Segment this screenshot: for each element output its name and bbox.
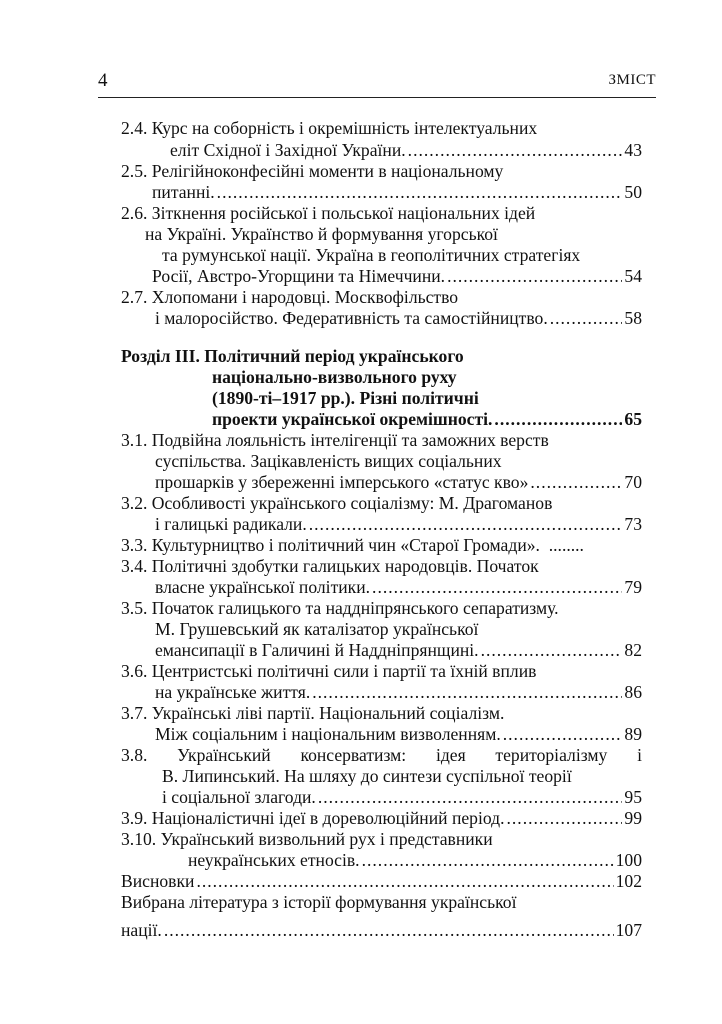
toc-entry-2-5-lastline bbox=[152, 182, 642, 202]
toc-entry-3-5-line: 3.5. Початок галицького та наддніпрянського сепаратизму. bbox=[121, 598, 559, 618]
toc-page-number: 54 bbox=[624, 266, 642, 286]
toc-entry-text: Між соціальним і національним визволенням. bbox=[155, 724, 501, 744]
toc-entry-3-5-line: М. Грушевський як каталізатор української bbox=[155, 619, 479, 639]
toc-part-3-heading: національно-визвольного руху bbox=[212, 367, 457, 387]
toc-entry-3-10-line: 3.10. Український визвольний рух і представники bbox=[121, 829, 493, 849]
toc-part-3-heading: (1890-ті–1917 рр.). Різні політичні bbox=[212, 388, 479, 408]
toc-page-number: 100 bbox=[615, 850, 642, 870]
toc-entry-text: на українське життя. bbox=[155, 682, 311, 702]
toc-page-number: 58 bbox=[624, 308, 642, 328]
toc-entry-3-1-line: 3.1. Подвійна лояльність інтелігенції та заможних верств bbox=[121, 430, 549, 450]
toc-part-3-heading: Розділ III. Політичний період українського bbox=[121, 346, 464, 366]
dot-leader bbox=[408, 140, 623, 160]
toc-word: і bbox=[637, 745, 642, 765]
dot-leader bbox=[362, 850, 614, 870]
toc-entry-3-3-line bbox=[121, 535, 584, 555]
toc-entry-3-7-lastline bbox=[155, 724, 642, 744]
toc-entry-text: 3.9. Націоналістичні ідеї в дореволюційний період. bbox=[121, 808, 505, 828]
running-title: ЗМІСТ bbox=[608, 72, 656, 88]
toc-entry-3-4-line: 3.4. Політичні здобутки галицьких народовців. Початок bbox=[121, 556, 539, 576]
toc-entry-text: емансипації в Галичині й Наддніпрянщині. bbox=[155, 640, 479, 660]
toc-entry-conclusions bbox=[121, 871, 642, 891]
toc-page-number: 79 bbox=[624, 577, 642, 597]
toc-entry-text: і соціальної злагоди. bbox=[162, 787, 316, 807]
toc-entry-text: власне української політики. bbox=[155, 577, 371, 597]
toc-entry-3-1-lastline bbox=[155, 472, 642, 492]
toc-word: територіалізму bbox=[495, 745, 608, 765]
dot-leader bbox=[309, 514, 623, 534]
toc-page-number: 73 bbox=[624, 514, 642, 534]
toc-page-number: 89 bbox=[624, 724, 642, 744]
toc-page-number: 107 bbox=[615, 920, 642, 940]
toc-entry-text: і малоросійство. Федеративність та самостійництво. bbox=[155, 308, 548, 328]
dot-leader bbox=[312, 682, 622, 702]
toc-page-number: 65 bbox=[624, 409, 642, 429]
toc-entry-2-4-line: 2.4. Курс на соборність і окремішність інтелектуальних bbox=[121, 118, 538, 138]
toc-entry-3-6-lastline bbox=[155, 682, 642, 702]
toc-entry-text: Росії, Австро-Угорщини та Німеччини. bbox=[152, 266, 446, 286]
toc-entry-text: неукраїнських етносів. bbox=[188, 850, 360, 870]
toc-entry-3-2-lastline bbox=[155, 514, 642, 534]
dot-leader bbox=[503, 724, 623, 744]
dot-leader bbox=[530, 472, 622, 492]
toc-entry-text: і галицькі радикали. bbox=[155, 514, 307, 534]
toc-entry-text: прошарків у збереженні імперського «статус кво» bbox=[155, 472, 529, 492]
page-number: 4 bbox=[98, 70, 108, 91]
toc-entry-3-8-lastline bbox=[162, 787, 642, 807]
toc-entry-3-10-lastline bbox=[188, 850, 642, 870]
toc-entry-3-8-line bbox=[121, 745, 642, 765]
toc-entry-2-6-line: на Україні. Українство й формування угорської bbox=[145, 224, 498, 244]
dot-leader bbox=[550, 308, 623, 328]
toc-entry-text: нації. bbox=[121, 920, 162, 940]
dot-leader bbox=[196, 871, 613, 891]
toc-page-number: 102 bbox=[615, 871, 642, 891]
toc-page-number: 82 bbox=[624, 640, 642, 660]
toc-entry-text: 3.3. Культурництво і політичний чин «Старої Громади». bbox=[121, 535, 540, 555]
dot-leader bbox=[494, 409, 622, 429]
toc-entry-text: проекти української окремішності. bbox=[212, 409, 493, 429]
toc-page-number: 86 bbox=[624, 682, 642, 702]
toc-word: 3.8. bbox=[121, 745, 148, 765]
toc-entry-2-4-lastline bbox=[170, 140, 642, 160]
toc-entry-2-6-line: та румунської нації. Україна в геополітичних стратегіях bbox=[162, 245, 581, 265]
dot-leader bbox=[217, 182, 623, 202]
toc-entry-3-7-line: 3.7. Українські ліві партії. Національний соціалізм. bbox=[121, 703, 505, 723]
toc-page-number: 70 bbox=[624, 472, 642, 492]
toc-entry-2-6-line: 2.6. Зіткнення російської і польської національних ідей bbox=[121, 203, 536, 223]
toc-entry-text: питанні. bbox=[152, 182, 215, 202]
toc-page-number: 50 bbox=[624, 182, 642, 202]
toc-entry-text: еліт Східної і Західної України. bbox=[170, 140, 406, 160]
toc-entry-2-5-line: 2.5. Релігійноконфесійні моменти в національному bbox=[121, 161, 504, 181]
toc-part-3-lastline bbox=[212, 409, 642, 429]
toc-word: ідея bbox=[435, 745, 466, 765]
toc-entry-2-7-lastline bbox=[155, 308, 642, 328]
toc-entry-3-5-lastline bbox=[155, 640, 642, 660]
toc-entry-literature-lastline bbox=[121, 920, 642, 940]
toc-entry-3-8-line: В. Липинський. На шляху до синтези суспільної теорії bbox=[162, 766, 572, 786]
dot-leader bbox=[481, 640, 623, 660]
toc-entry-2-6-lastline bbox=[152, 266, 642, 286]
dot-leader bbox=[164, 920, 614, 940]
toc-word: консерватизм: bbox=[300, 745, 407, 765]
dot-leader bbox=[318, 787, 623, 807]
dot-leader: ........ bbox=[544, 535, 584, 555]
toc-word: Український bbox=[177, 745, 271, 765]
toc-page-number: 43 bbox=[624, 140, 642, 160]
toc-entry-2-7-line: 2.7. Хлопомани і народовці. Москвофільство bbox=[121, 287, 459, 307]
toc-entry-3-1-line: суспільства. Зацікавленість вищих соціальних bbox=[155, 451, 502, 471]
toc-entry-3-6-line: 3.6. Центристські політичні сили і партії та їхній вплив bbox=[121, 661, 537, 681]
dot-leader bbox=[372, 577, 622, 597]
toc-page-number: 95 bbox=[624, 787, 642, 807]
toc-entry-3-4-lastline bbox=[155, 577, 642, 597]
toc-page-number: 99 bbox=[624, 808, 642, 828]
toc-entry-3-9-line bbox=[121, 808, 642, 828]
toc-entry-3-2-line: 3.2. Особливості українського соціалізму: М. Драгоманов bbox=[121, 493, 553, 513]
dot-leader bbox=[447, 266, 622, 286]
dot-leader bbox=[507, 808, 623, 828]
toc-entry-text: Висновки bbox=[121, 871, 195, 891]
toc-entry-literature-line: Вибрана література з історії формування української bbox=[121, 892, 517, 912]
